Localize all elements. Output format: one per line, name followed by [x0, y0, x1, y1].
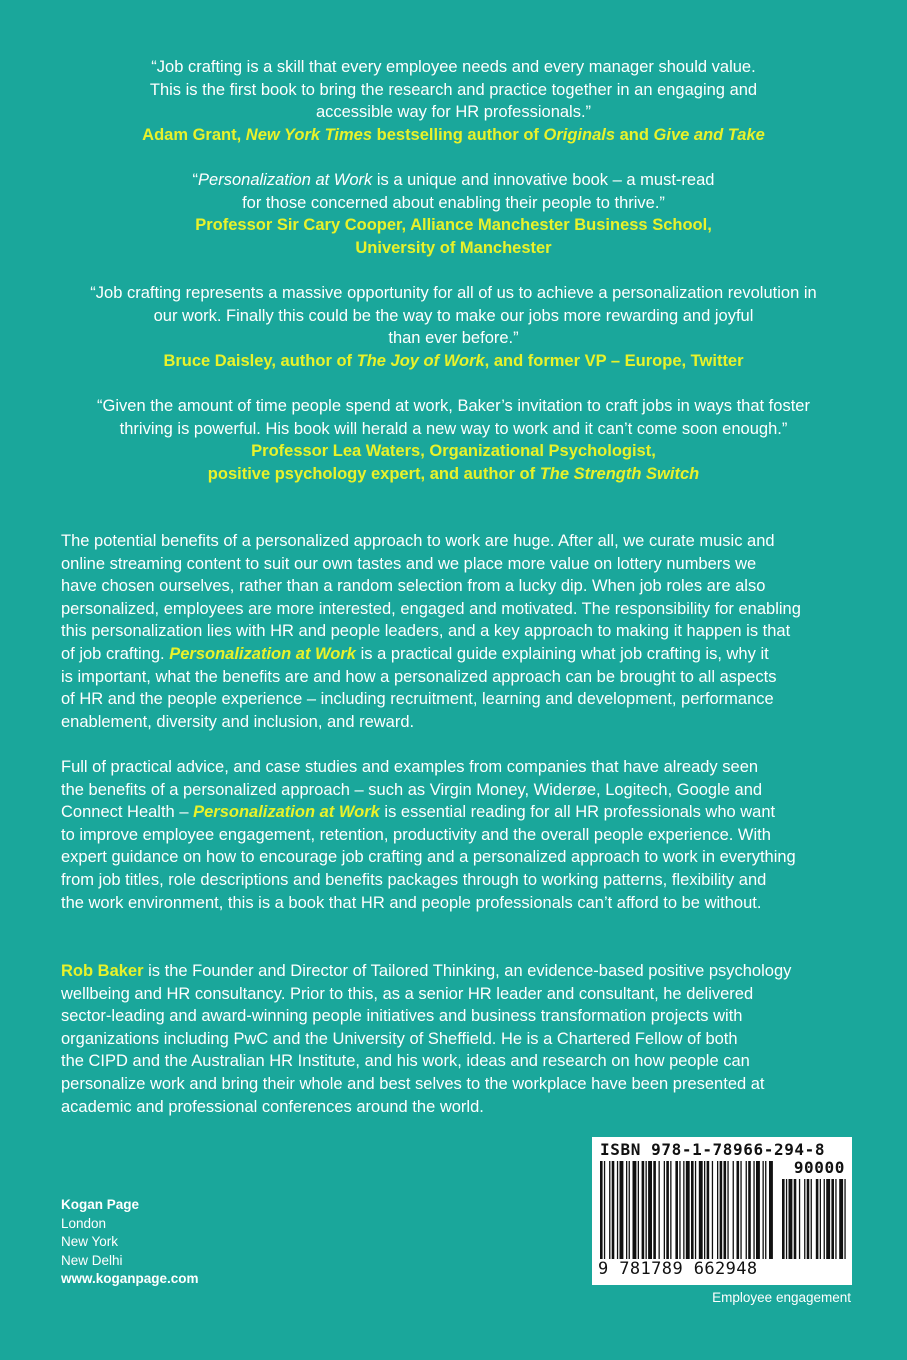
body-line: is important, what the benefits are and how a personalized approach can be brought to all aspects	[61, 667, 777, 686]
barcode-bar	[763, 1161, 764, 1259]
publisher-city: London	[61, 1215, 107, 1231]
description-paragraph-1	[61, 530, 861, 733]
barcode-bar	[769, 1161, 773, 1259]
body-line: academic and professional conferences around the world.	[61, 1097, 484, 1116]
body-line: from job titles, role descriptions and benefits packages through to working patterns, flexibility and	[61, 870, 767, 889]
barcode-bar	[786, 1179, 787, 1259]
endorsement-quote-1	[40, 56, 867, 146]
quote-line	[40, 169, 867, 192]
endorsement-quote-2	[40, 169, 867, 259]
barcode-bar	[733, 1161, 734, 1259]
body-line: personalize work and bring their whole and best selves to the workplace have been presented at	[61, 1074, 765, 1093]
barcode-bar	[826, 1179, 830, 1259]
barcode-bar	[794, 1179, 797, 1259]
barcode-bar	[699, 1161, 703, 1259]
author-name: Rob Baker	[61, 962, 144, 980]
body-text: Connect Health –	[61, 803, 194, 822]
barcode-bar	[670, 1161, 671, 1259]
barcode-bar	[835, 1179, 836, 1259]
barcode-bar	[844, 1179, 845, 1259]
barcode-bar	[704, 1161, 705, 1259]
barcode-bar	[679, 1161, 680, 1259]
barcode-bar	[617, 1161, 618, 1259]
barcode-bar	[831, 1179, 834, 1259]
quote-line: than ever before.”	[388, 329, 519, 348]
barcode-bar	[782, 1179, 785, 1259]
body-text: is a practical guide explaining what job crafting is, why it	[355, 644, 769, 663]
body-line	[61, 801, 861, 824]
quote-attribution: Professor Sir Cary Cooper, Alliance Manchester Business School,	[195, 216, 712, 235]
barcode-bar	[746, 1161, 747, 1259]
quote-attribution: University of Manchester	[355, 238, 552, 257]
quote-line: “Job crafting is a skill that every employee needs and every manager should value.	[151, 58, 756, 76]
barcode-bar	[820, 1179, 821, 1259]
quote-line: accessible way for HR professionals.”	[315, 103, 592, 122]
barcode-bar	[642, 1161, 645, 1259]
barcode-bar	[811, 1179, 812, 1259]
body-line: online streaming content to suit our own tastes and we place more value on lottery numbers we	[61, 554, 757, 573]
body-line: sector-leading and award-winning people initiatives and business transformation projects with	[61, 1007, 743, 1026]
publisher-name: Kogan Page	[61, 1197, 140, 1212]
barcode-bar	[727, 1161, 728, 1259]
attribution-italic: The Joy of Work	[356, 351, 485, 370]
endorsement-quote-3	[40, 282, 867, 372]
quote-attribution: Professor Lea Waters, Organizational Psychologist,	[251, 442, 656, 461]
barcode-bar	[609, 1161, 610, 1259]
quote-open: “	[192, 171, 199, 189]
barcode-bar	[707, 1161, 710, 1259]
quote-line: This is the first book to bring the research and practice together in an engaging and	[149, 80, 758, 99]
barcode-bar	[629, 1161, 630, 1259]
body-line: organizations including PwC and the University of Sheffield. He is a Chartered Fellow of both	[61, 1029, 738, 1048]
barcode-bar	[712, 1161, 713, 1259]
book-category: Employee engagement	[712, 1290, 851, 1305]
publisher-city: New Delhi	[61, 1252, 123, 1268]
attribution-text: Adam Grant,	[142, 125, 246, 144]
barcode-bar	[620, 1161, 624, 1259]
attribution-text: and	[615, 125, 654, 144]
barcode-bar	[626, 1161, 627, 1259]
book-title: Personalization at Work	[193, 803, 380, 822]
barcode-bar	[748, 1161, 751, 1259]
barcode-bar	[683, 1161, 684, 1259]
attribution-italic: New York Times	[245, 125, 373, 144]
barcode-digits: 9 781789 662948	[598, 1259, 758, 1279]
book-title: Personalization at Work	[198, 171, 373, 189]
barcode-bar	[765, 1161, 766, 1259]
body-line	[61, 960, 861, 983]
quote-line: our work. Finally this could be the way to make our jobs more rewarding and joyful	[153, 306, 754, 325]
quote-attribution	[40, 124, 867, 147]
barcode-bar	[695, 1161, 696, 1259]
body-line: to improve employee engagement, retention, productivity and the overall people experience. With	[61, 825, 771, 844]
barcode-bar	[756, 1161, 760, 1259]
quote-attribution	[40, 350, 867, 373]
description-paragraph-2	[61, 756, 861, 914]
body-line: the work environment, this is a book that HR and people professionals can’t afford to be without.	[61, 893, 762, 912]
barcode-bar	[653, 1161, 656, 1259]
barcode-bar	[804, 1179, 805, 1259]
barcode-bar	[720, 1161, 723, 1259]
quote-line: “Given the amount of time people spend at work, Baker’s invitation to craft jobs in ways that foster	[97, 397, 810, 415]
barcode-bar	[666, 1161, 669, 1259]
quote-line: thriving is powerful. His book will herald a new way to work and it can’t come soon enough.”	[119, 419, 788, 438]
endorsement-quote-4	[40, 395, 867, 485]
body-line: the benefits of a personalized approach – such as Virgin Money, Widerøe, Logitech, Google and	[61, 780, 763, 799]
quote-line: for those concerned about enabling their people to thrive.”	[242, 193, 665, 212]
barcode-bar	[824, 1179, 825, 1259]
isbn-label: ISBN 978-1-78966-294-8	[600, 1140, 826, 1159]
barcode-bar	[648, 1161, 652, 1259]
body-line: enablement, diversity and inclusion, and reward.	[61, 712, 415, 731]
body-text: is the Founder and Director of Tailored Thinking, an evidence-based positive psychology	[143, 962, 792, 980]
barcode-bar	[675, 1161, 678, 1259]
barcode-bar	[646, 1161, 647, 1259]
barcode-bar	[753, 1161, 754, 1259]
barcode-bar	[717, 1161, 718, 1259]
attribution-text: Bruce Daisley, author of	[163, 351, 357, 370]
body-line: have chosen ourselves, rather than a random selection from a lucky dip. When job roles are also	[61, 577, 766, 596]
publisher-website: www.koganpage.com	[61, 1271, 199, 1286]
body-line: this personalization lies with HR and people leaders, and a key approach to making it happen is that	[61, 622, 791, 641]
body-line	[61, 643, 861, 666]
quote-line: “Job crafting represents a massive opportunity for all of us to achieve a personalization revolution in	[90, 284, 817, 302]
barcode-bar	[789, 1179, 793, 1259]
author-bio	[61, 960, 861, 1118]
body-line: wellbeing and HR consultancy. Prior to this, as a senior HR leader and consultant, he delivered	[61, 984, 754, 1003]
body-line: of HR and the people experience – including recruitment, learning and development, performance	[61, 690, 774, 709]
attribution-text: , and former VP – Europe, Twitter	[484, 351, 744, 370]
barcode-bar	[612, 1161, 615, 1259]
barcode-bar	[807, 1179, 810, 1259]
publisher-city: New York	[61, 1234, 119, 1249]
book-title: Personalization at Work	[169, 644, 356, 663]
body-line: personalized, employees are more interested, engaged and motivated. The responsibility for enabling	[61, 599, 801, 618]
barcode-bar	[691, 1161, 694, 1259]
quote-attribution	[40, 463, 867, 486]
body-text: of job crafting.	[61, 644, 170, 663]
barcode-bar	[686, 1161, 690, 1259]
barcode-bar	[600, 1161, 603, 1259]
attribution-text: positive psychology expert, and author of	[207, 464, 540, 483]
barcode-bar	[799, 1179, 800, 1259]
barcode-bar	[664, 1161, 665, 1259]
barcode-bar	[633, 1161, 637, 1259]
barcode-bar	[740, 1161, 741, 1259]
body-line: expert guidance on how to encourage job crafting and a personalized approach to work in everything	[61, 848, 796, 867]
body-line: the CIPD and the Australian HR Institute, and his work, ideas and research on how people can	[61, 1052, 750, 1071]
attribution-text: bestselling author of	[372, 125, 544, 144]
body-line: Full of practical advice, and case studies and examples from companies that have already seen	[61, 758, 759, 776]
body-line: The potential benefits of a personalized approach to work are huge. After all, we curate music and	[61, 532, 775, 550]
barcode-bar	[816, 1179, 819, 1259]
barcode-bar	[604, 1161, 605, 1259]
attribution-italic: The Strength Switch	[539, 464, 700, 483]
publisher-info	[61, 1196, 199, 1289]
barcode-bar	[839, 1179, 843, 1259]
quote-text: is a unique and innovative book – a must-read	[372, 171, 715, 189]
barcode-bar	[638, 1161, 639, 1259]
barcode-addon: 90000	[793, 1158, 845, 1177]
barcode-bar	[724, 1161, 727, 1259]
body-text: is essential reading for all HR professionals who want	[379, 803, 776, 822]
attribution-italic: Originals	[543, 125, 616, 144]
barcode-bar	[737, 1161, 740, 1259]
attribution-italic: Give and Take	[653, 125, 765, 144]
barcode-bar	[659, 1161, 660, 1259]
isbn-barcode	[592, 1137, 852, 1285]
